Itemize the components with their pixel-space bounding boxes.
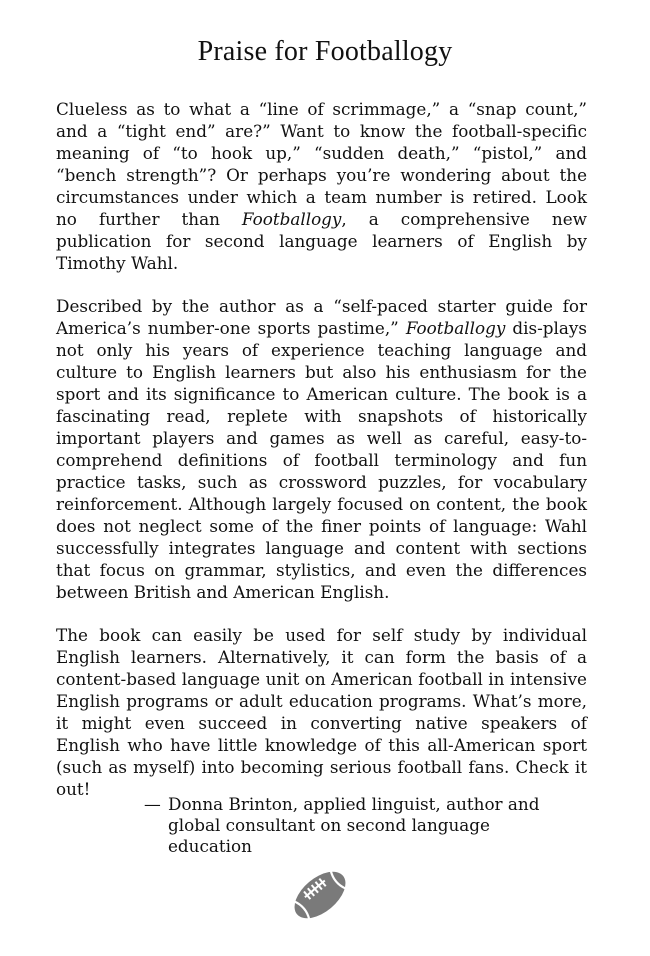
attribution-name: Donna Brinton, applied linguist, author and xyxy=(168,794,540,814)
paragraph-1 xyxy=(56,98,587,274)
football-icon xyxy=(288,863,352,927)
review-body xyxy=(56,98,587,821)
paragraph-1-text-a: Clueless as to what a “line of scrimmage,” a “snap count,” and a “tight end” are?” Want to know the football-specific meaning of “to hook up,” “sudden death,” “pistol,” and “bench strength”? Or perhaps you’re wondering about the circumstances under which a team number is retired. Look no further than xyxy=(56,99,587,229)
page-title: Praise for Footballogy xyxy=(197,36,453,67)
paragraph-3 xyxy=(56,624,587,800)
paragraph-2 xyxy=(56,295,587,603)
attribution-line-1 xyxy=(144,794,584,815)
attribution-line-2: global consultant on second language xyxy=(168,815,490,835)
paragraph-2-text-a: Described by the author as a “self-paced starter guide for America’s number-one sports pastime,” xyxy=(56,296,587,338)
attribution-line-3: education xyxy=(168,836,252,856)
attribution xyxy=(144,794,584,857)
book-title-italic: Footballogy xyxy=(241,209,342,229)
paragraph-2-text-b: dis-plays not only his years of experience teaching language and culture to English learners but also his enthusiasm for the sport and its significance to American culture. The book is a fascinating read, replete with snapshots of historically important players and games as well as careful, easy-to-comprehend definitions of football terminology and fun practice tasks, such as crossword puzzles, for vocabulary reinforcement. Although largely focused on content, the book does not neglect some of the finer points of language: Wahl successfully integrates language and content with sections that focus on grammar, stylistics, and even the differences between British and American English. xyxy=(56,318,587,602)
paragraph-1-text-b: , a comprehensive new publication for second language learners of English by Timothy Wahl. xyxy=(56,209,587,273)
em-dash: — xyxy=(144,794,161,814)
paragraph-3-text: The book can easily be used for self study by individual English learners. Alternatively, it can form the basis of a content-based language unit on American football in intensive English programs or adult education programs. What’s more, it might even succeed in converting native speakers of English who have little knowledge of this all-American sport (such as myself) into becoming serious football fans. Check it out! xyxy=(56,625,587,799)
book-title-italic: Footballogy xyxy=(405,318,506,338)
